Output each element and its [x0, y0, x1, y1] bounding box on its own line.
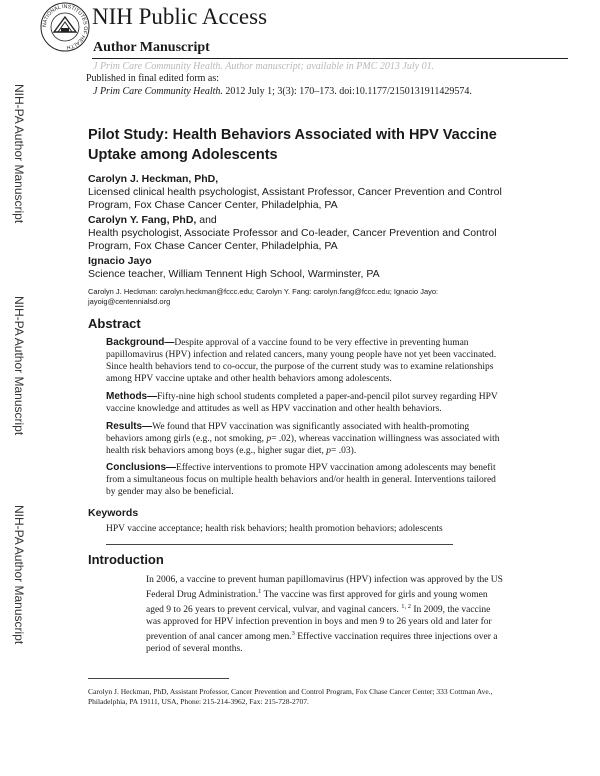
abstract-methods	[106, 391, 506, 415]
published-label: Published in final edited form as:	[86, 73, 220, 84]
author-manuscript-label: Author Manuscript	[93, 40, 210, 55]
abstract-background	[106, 337, 506, 385]
conclusions-label: Conclusions—	[106, 462, 177, 473]
conclusions-text: Effective interventions to promote HPV vaccination among adolescents may benefit from a simultaneous focus on multiple health behaviors and/or health in general. Interventions tailored by gender may also be beneficial.	[106, 463, 496, 497]
introduction-heading: Introduction	[88, 552, 164, 567]
logo-ring-text: NATIONAL INSTITUTES OF HEALTH	[41, 3, 89, 50]
methods-label: Methods—	[106, 391, 158, 402]
author-affiliation-1: Licensed clinical health psychologist, Assistant Professor, Cancer Prevention and Control Program, Fox Chase Cancer Center, Philadelphia, PA	[88, 186, 502, 211]
nih-public-access-title: NIH Public Access	[92, 4, 268, 29]
header-divider	[92, 58, 568, 59]
citation-journal: J Prim Care Community Health.	[93, 86, 223, 97]
author-block-1	[88, 173, 218, 185]
abstract-heading: Abstract	[88, 316, 141, 331]
corresponding-author-footnote: Carolyn J. Heckman, PhD, Assistant Professor, Cancer Prevention and Control Program, Fox Chase Cancer Center; 333 Cottman Ave., Philadelphia, PA 19111, USA, Phone: 215-214-3962, Fax: 215-728-2707.	[88, 687, 493, 706]
results-label: Results—	[106, 421, 153, 432]
side-label-bottom: NIH-PA Author Manuscript	[12, 505, 26, 645]
side-label-middle: NIH-PA Author Manuscript	[12, 296, 26, 436]
author-block-2	[88, 214, 217, 226]
keywords-list: HPV vaccine acceptance; health risk behaviors; health promotion behaviors; adolescents	[106, 524, 443, 534]
abstract-results: Results—We found that HPV vaccination was significantly associated with health-promoting behaviors among girls (e.g., not smoking, p= .02), whereas vaccination willingness was associated with health risk behaviors among boys (e.g., higher sugar diet, p= .03).	[106, 421, 500, 456]
keywords-heading: Keywords	[88, 507, 139, 519]
author-affiliation-3: Science teacher, William Tennent High School, Warminster, PA	[88, 268, 380, 280]
background-label: Background—	[106, 337, 175, 348]
author-name-2: Carolyn Y. Fang, PhD, and	[88, 214, 217, 226]
background-text: Despite approval of a vaccine found to be very effective in preventing human papillomavirus (HPV) infection and related cancers, many young people have not yet been vaccinated. Since health behaviors tend to co-occur, the purpose of the current study was to examine relationships among HPV vaccine uptake and other health behaviors among adolescents.	[106, 338, 497, 384]
introduction-paragraph: In 2006, a vaccine to prevent human papillomavirus (HPV) infection was approved by the US Federal Drug Administration.$^1$ The vaccine was first approved for girls and young women aged 9 to 26 years to prevent cervical, vulvar, and vaginal cancers. $^{1, 2}$ In 2009, the vaccine was approved for HPV infection prevention in boys and men 9 to 26 years old and later for prevention of anal cancer among men.$^3$ Effective vaccination requires three injections over a period of several months.	[146, 575, 503, 655]
article-title: Pilot Study: Health Behaviors Associated with HPV Vaccine Uptake among Adolescents	[88, 127, 497, 163]
journal-availability-line: J Prim Care Community Health. Author manuscript; available in PMC 2013 July 01.	[93, 61, 435, 72]
citation	[93, 86, 472, 97]
author-affiliation-2: Health psychologist, Associate Professor and Co-leader, Cancer Prevention and Control Program, Fox Chase Cancer Center, Philadelphia, PA	[88, 227, 497, 252]
citation-details: 2012 July 1; 3(3): 170–173. doi:10.1177/2150131911429574.	[222, 86, 472, 97]
footnote-divider	[88, 678, 229, 679]
svg-text:NATIONAL INSTITUTES OF HEALTH	[42, 4, 88, 50]
side-label-top: NIH-PA Author Manuscript	[12, 84, 26, 224]
author-block-3	[88, 255, 152, 267]
keywords-divider	[106, 544, 453, 545]
methods-text: Fifty-nine high school students completed a paper-and-pencil pilot survey regarding HPV vaccine knowledge and attitudes as well as HPV vaccination and other health behaviors.	[106, 392, 498, 414]
author-emails: Carolyn J. Heckman: carolyn.heckman@fccc.edu; Carolyn Y. Fang: carolyn.fang@fccc.edu; Ignacio Jayo: jayoig@centennialsd.org	[88, 287, 439, 306]
author-name-3: Ignacio Jayo	[88, 255, 152, 267]
abstract-conclusions	[106, 462, 506, 498]
author-name-1: Carolyn J. Heckman, PhD,	[88, 173, 219, 185]
nih-seal-logo	[40, 2, 90, 52]
